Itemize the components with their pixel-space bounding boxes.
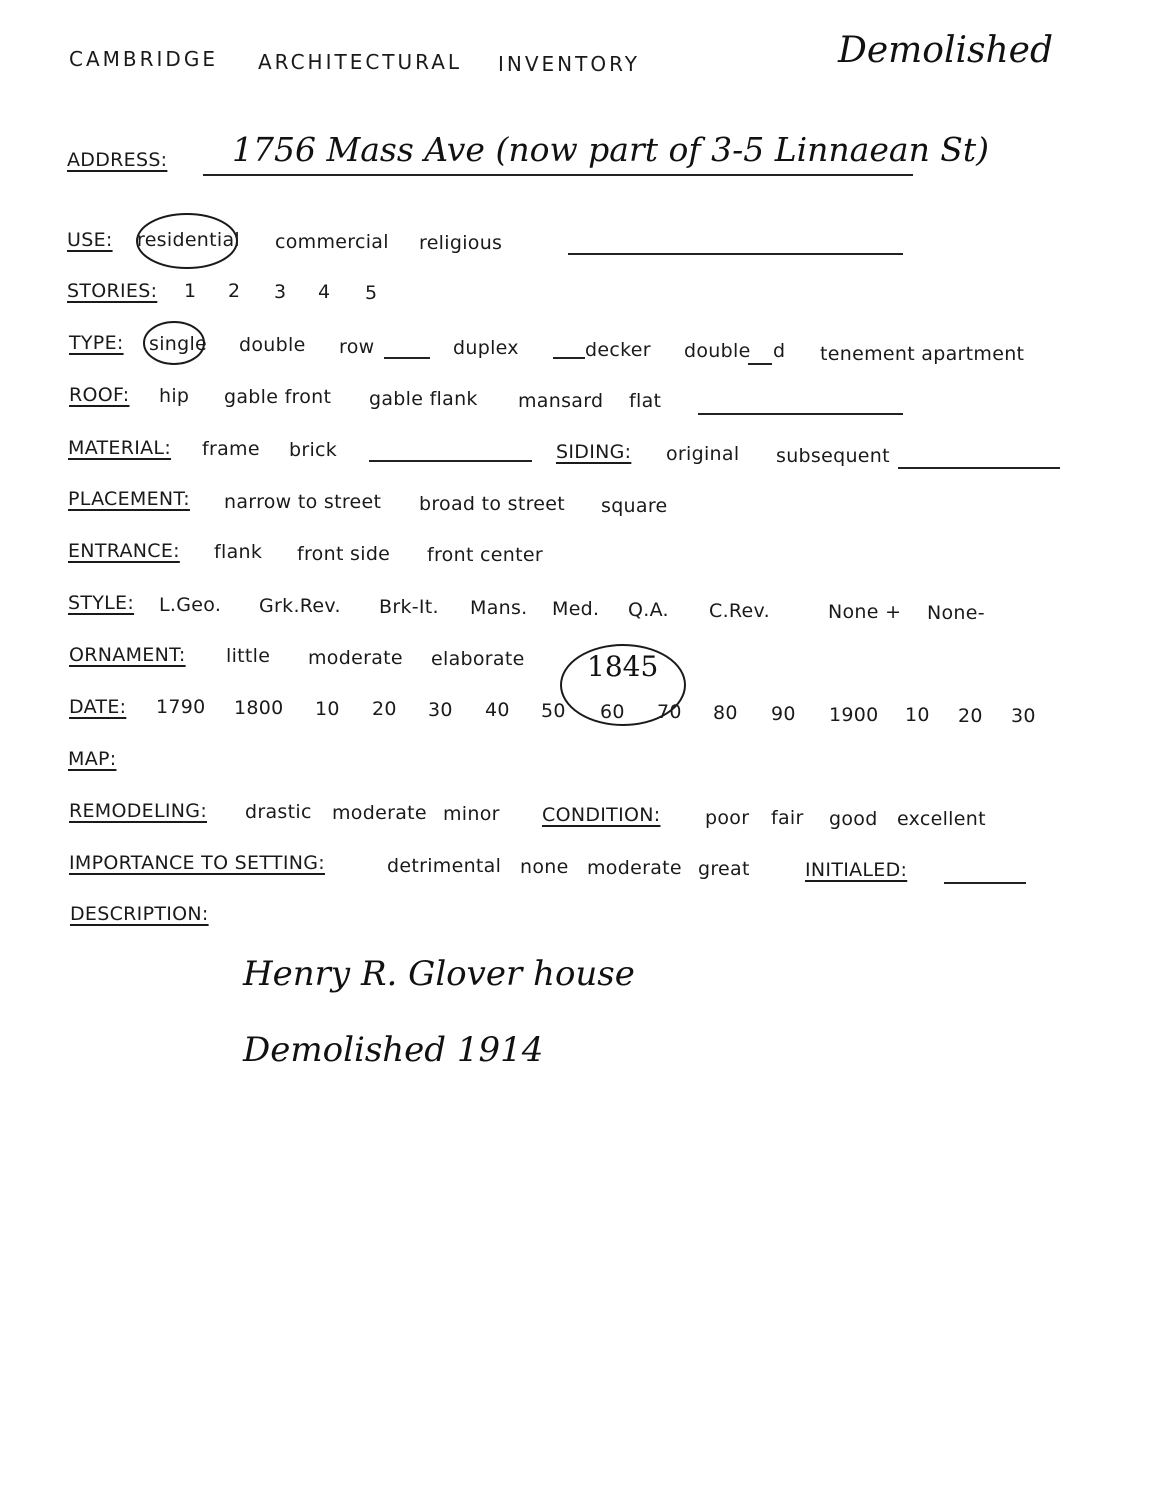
importance-option-none: none [520, 856, 569, 878]
stories-option-4: 4 [318, 281, 331, 303]
style-option-med: Med. [552, 598, 600, 620]
material-option-frame: frame [202, 438, 260, 460]
remodeling-option-moderate: moderate [332, 802, 427, 824]
date-option-30: 30 [428, 699, 453, 721]
entrance-option-front-side: front side [297, 543, 391, 565]
style-option-grkrev: Grk.Rev. [259, 595, 341, 617]
remodeling-label: REMODELING: [69, 800, 208, 822]
residential-circle-mark [137, 214, 237, 268]
style-option-none-plus: None + [828, 601, 902, 623]
use-option-religious: religious [419, 232, 503, 254]
roof-option-hip: hip [159, 385, 190, 407]
entrance-label: ENTRANCE: [68, 540, 180, 562]
roof-option-flat: flat [629, 390, 662, 412]
roof-option-gable-front: gable front [224, 386, 332, 408]
use-option-commercial: commercial [275, 231, 389, 253]
type-option-double: double [239, 334, 306, 356]
type-option-double-d: double [684, 340, 751, 362]
type-option-decker: decker [585, 339, 651, 361]
ornament-option-elaborate: elaborate [431, 648, 525, 670]
header-dept: ARCHITECTURAL [258, 50, 463, 74]
date-option-10: 10 [315, 698, 340, 720]
importance-option-moderate: moderate [587, 857, 682, 879]
header-org: CAMBRIDGE [69, 47, 218, 71]
type-option-duplex: duplex [453, 337, 519, 359]
date-option-1930: 30 [1011, 705, 1036, 727]
style-option-crev: C.Rev. [709, 600, 770, 622]
style-option-none-minus: None- [927, 602, 985, 624]
condition-label: CONDITION: [542, 804, 661, 826]
stories-option-1: 1 [184, 280, 197, 302]
date-option-1790: 1790 [156, 696, 206, 718]
date-option-1910: 10 [905, 704, 930, 726]
roof-label: ROOF: [69, 384, 130, 406]
ornament-label: ORNAMENT: [69, 644, 186, 666]
date-option-20: 20 [372, 698, 397, 720]
importance-label: IMPORTANCE TO SETTING: [69, 852, 325, 874]
style-option-brkit: Brk-It. [379, 596, 439, 618]
type-option-d-suffix: d [773, 340, 786, 362]
date-label: DATE: [69, 696, 127, 718]
date-option-80: 80 [713, 702, 738, 724]
stories-label: STORIES: [67, 280, 158, 302]
placement-option-square: square [601, 495, 668, 517]
placement-option-broad: broad to street [419, 493, 566, 515]
condition-option-fair: fair [771, 807, 804, 829]
type-option-tenement-apartment: tenement apartment [820, 343, 1025, 365]
condition-option-excellent: excellent [897, 808, 986, 830]
date-option-60: 60 [600, 701, 625, 723]
siding-label: SIDING: [556, 441, 632, 463]
importance-option-detrimental: detrimental [387, 855, 502, 877]
initialed-label: INITIALED: [805, 859, 908, 881]
date-option-40: 40 [485, 699, 510, 721]
entrance-option-flank: flank [214, 541, 263, 563]
date-option-1920: 20 [958, 705, 983, 727]
ornament-option-little: little [226, 645, 271, 667]
roof-option-mansard: mansard [518, 390, 604, 412]
stories-option-5: 5 [365, 282, 378, 304]
type-option-row: row [339, 336, 375, 358]
style-label: STYLE: [68, 592, 135, 614]
use-label: USE: [67, 229, 113, 251]
description-line-1: Henry R. Glover house [243, 954, 635, 994]
use-option-residential: residential [137, 229, 241, 251]
date-option-1900: 1900 [829, 704, 879, 726]
condition-option-good: good [829, 808, 878, 830]
remodeling-option-drastic: drastic [245, 801, 312, 823]
placement-label: PLACEMENT: [68, 488, 190, 510]
map-label: MAP: [68, 748, 117, 770]
remodeling-option-minor: minor [443, 803, 500, 825]
type-label: TYPE: [69, 332, 124, 354]
address-label: ADDRESS: [67, 149, 168, 171]
date-1845-circle-mark [561, 645, 685, 725]
roof-option-gable-flank: gable flank [369, 388, 478, 410]
condition-option-poor: poor [705, 807, 750, 829]
address-value: 1756 Mass Ave (now part of 3-5 Linnaean St) [232, 130, 990, 169]
description-line-2: Demolished 1914 [243, 1030, 544, 1070]
single-circle-mark [144, 322, 204, 364]
style-option-qa: Q.A. [628, 599, 669, 621]
description-label: DESCRIPTION: [70, 903, 209, 925]
header-doc: INVENTORY [498, 52, 640, 76]
style-option-mans: Mans. [470, 597, 528, 619]
date-option-90: 90 [771, 703, 796, 725]
siding-option-original: original [666, 443, 740, 465]
date-option-50: 50 [541, 700, 566, 722]
material-label: MATERIAL: [68, 437, 172, 459]
style-option-lgeo: L.Geo. [159, 594, 222, 616]
siding-option-subsequent: subsequent [776, 445, 890, 467]
date-option-70: 70 [657, 701, 682, 723]
type-option-single: single [149, 333, 208, 355]
ornament-option-moderate: moderate [308, 647, 403, 669]
stories-option-3: 3 [274, 281, 287, 303]
importance-option-great: great [698, 858, 750, 880]
material-option-brick: brick [289, 439, 338, 461]
date-handwritten: 1845 [587, 650, 659, 683]
date-option-1800: 1800 [234, 697, 284, 719]
placement-option-narrow: narrow to street [224, 491, 382, 513]
stories-option-2: 2 [228, 280, 241, 302]
entrance-option-front-center: front center [427, 544, 543, 566]
demolished-stamp: Demolished [838, 30, 1054, 71]
